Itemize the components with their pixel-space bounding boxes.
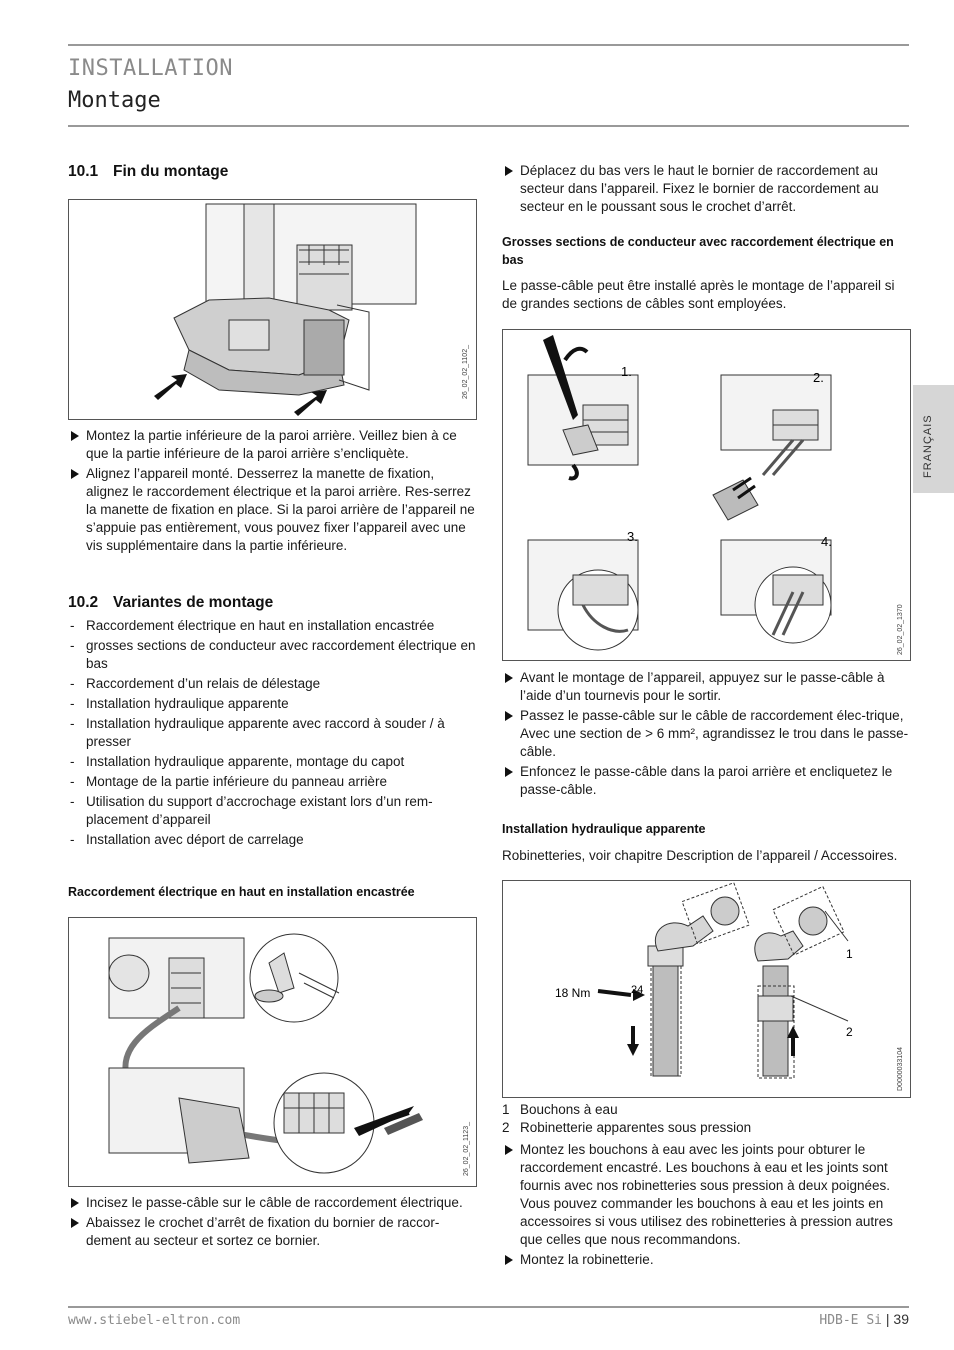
heading-number: 10.1 <box>68 163 99 180</box>
list-item: Déplacez du bas vers le haut le bornier de raccordement au secteur dans l’appareil. Fixez le bornier de raccordement au secteur en le poussant sous le crochet d’arrêt. <box>502 162 912 216</box>
header-top-rule <box>68 44 909 46</box>
heading-10-2 <box>68 594 273 612</box>
list-item: - Raccordement d’un relais de délestage <box>68 675 478 693</box>
list-item: - Raccordement électrique en haut en installation encastrée <box>68 617 478 635</box>
figure-passe-cable <box>502 329 911 661</box>
figure-fin-montage <box>68 199 477 420</box>
footer-website: www.stiebel-eltron.com <box>68 1313 241 1328</box>
list-item: Abaissez le crochet d’arrêt de fixation du bornier de raccor-dement au secteur et sortez ce bornier. <box>68 1214 478 1250</box>
list-item: - Installation hydraulique apparente, montage du capot <box>68 753 478 771</box>
figure-passe-cable-drawing <box>503 330 910 660</box>
list-item: - Montage de la partie inférieure du panneau arrière <box>68 773 478 791</box>
legend-item: 1 Bouchons à eau <box>502 1102 618 1117</box>
footer-rule <box>68 1306 909 1308</box>
list-item: Montez la partie inférieure de la paroi arrière. Veillez bien à ce que la partie inférieure de la paroi arrière s’encliquète. <box>68 427 478 463</box>
footer-page-info <box>819 1311 909 1328</box>
legend-item: 2 Robinetterie apparentes sous pression <box>502 1120 752 1135</box>
figure-id: 26_02_02_1123_ <box>463 1122 470 1176</box>
paragraph-hydraulique: Robinetteries, voir chapitre Description de l’appareil / Accessoires. <box>502 848 898 863</box>
figure-raccordement-haut-drawing <box>69 918 476 1186</box>
footer-separator: | <box>885 1311 890 1327</box>
passe-cable-steps <box>502 669 912 801</box>
section-subtitle: Montage <box>68 88 161 113</box>
list-item: Incisez le passe-câble sur le câble de raccordement électrique. <box>68 1194 478 1212</box>
heading-10-1 <box>68 163 228 181</box>
figure-legend <box>502 1101 751 1137</box>
list-item: - Installation hydraulique apparente <box>68 695 478 713</box>
step-label: 2. <box>813 370 824 385</box>
list-item: - Installation avec déport de carrelage <box>68 831 478 849</box>
figure-id: D0000033104 <box>897 1047 904 1091</box>
paragraph-grosses-sections: Le passe-câble peut être installé après le montage de l’appareil si de grandes sections de câbles sont employées. <box>502 278 895 311</box>
fin-montage-steps <box>68 427 478 557</box>
torque-label: 18 Nm <box>555 986 591 1000</box>
section-title: INSTALLATION <box>68 56 233 81</box>
list-item: Montez la robinetterie. <box>502 1251 912 1269</box>
language-tab-label: FRANÇAIS <box>922 414 934 478</box>
variantes-list <box>68 617 478 851</box>
heading-grosses-sections: Grosses sections de conducteur avec raccordement électrique en bas <box>502 235 894 267</box>
wrench-size-label: 24 <box>631 984 644 996</box>
list-item: - Installation hydraulique apparente avec raccord à souder / à presser <box>68 715 478 751</box>
figure-raccordement-haut <box>68 917 477 1187</box>
page-number: 39 <box>893 1311 909 1327</box>
list-item: - Utilisation du support d’accrochage existant lors d’un rem-placement d’appareil <box>68 793 478 829</box>
list-item: Enfoncez le passe-câble dans la paroi arrière et encliquetez le passe-câble. <box>502 763 912 799</box>
figure-robinetterie <box>502 880 911 1098</box>
robinetterie-steps <box>502 1141 912 1271</box>
step-label: 1. <box>621 364 632 379</box>
figure-robinetterie-drawing <box>503 881 910 1097</box>
list-item: Montez les bouchons à eau avec les joints pour obturer le raccordement encastré. Les bouchons à eau et les joints sont fournis avec nos robinetteries sous pression à deux poignées. Vous pouvez commander les bouchons à eau et les joints en accessoires si vous utilisez des robinetteries à pression autres que celles que nous recommandons. <box>502 1141 912 1249</box>
heading-number: 10.2 <box>68 594 99 611</box>
list-item: - grosses sections de conducteur avec raccordement électrique en bas <box>68 637 478 673</box>
heading-electrique-haut: Raccordement électrique en haut en installation encastrée <box>68 885 415 899</box>
bornier-steps <box>502 162 912 218</box>
heading-text: Fin du montage <box>113 163 229 180</box>
figure-fin-montage-drawing <box>69 200 476 419</box>
footer-model: HDB-E Si <box>819 1313 882 1328</box>
callout-1: 1 <box>846 947 853 961</box>
list-item: Avant le montage de l’appareil, appuyez sur le passe-câble à l’aide d’un tournevis pour le sortir. <box>502 669 912 705</box>
callout-2: 2 <box>846 1025 853 1039</box>
list-item: Passez le passe-câble sur le câble de raccordement élec-trique, Avec une section de > 6 mm², agrandissez le trou dans le passe-câble. <box>502 707 912 761</box>
electrique-haut-steps <box>68 1194 478 1252</box>
heading-hydraulique: Installation hydraulique apparente <box>502 822 706 836</box>
header-bottom-rule <box>68 125 909 127</box>
step-label: 3. <box>627 529 638 544</box>
figure-id: 26_02_02_1370 <box>897 604 904 655</box>
list-item: Alignez l’appareil monté. Desserrez la manette de fixation, alignez le raccordement électrique et la paroi arrière. Res-serrez la manette de fixation en place. Si la paroi arrière de l’appareil ne s’appuie pas entièrement, vous pouvez fixer l’appareil avec une vis supplémentaire dans la partie inférieure. <box>68 465 478 555</box>
step-label: 4. <box>821 534 832 549</box>
heading-text: Variantes de montage <box>113 594 274 611</box>
figure-id: 26_02_02_1102_ <box>462 345 469 399</box>
